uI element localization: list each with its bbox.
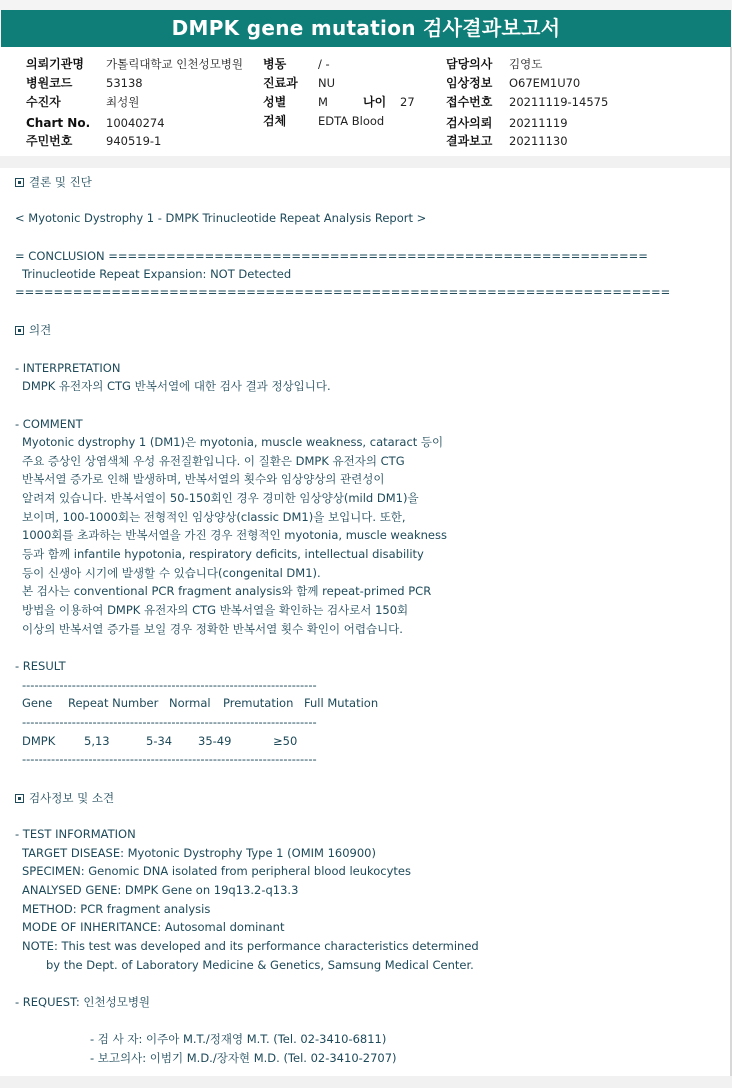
comment-line: 반복서열 증가로 인해 발생하며, 반복서열의 횟수와 임상양상의 관련성이: [22, 472, 385, 486]
conclusion-head: = CONCLUSION ========================================================: [15, 249, 648, 263]
interpretation-body: DMPK 유전자의 CTG 반복서열에 대한 검사 결과 정상입니다.: [22, 379, 331, 393]
comment-line: 알려져 있습니다. 반복서열이 50-150회인 경우 경미한 임상양상(mild DM1)을: [22, 491, 419, 505]
test-info-line: NOTE: This test was developed and its performance characteristics determined: [22, 939, 479, 953]
section-title: 결론 및 진단: [29, 175, 92, 189]
age-label: 나이: [363, 95, 387, 109]
section-square-icon: [15, 178, 24, 187]
comment-line: 방법을 이용하여 DMPK 유전자의 CTG 반복서열을 확인하는 검사로서 150회: [22, 603, 409, 617]
age-value: 27: [400, 95, 415, 109]
comment-line: 본 검사는 conventional PCR fragment analysis와 함께 repeat-primed PCR: [22, 584, 432, 598]
specimen-value: EDTA Blood: [318, 114, 385, 128]
dept-label: 진료과: [263, 76, 298, 90]
report-title: DMPK gene mutation 검사결과보고서: [1, 10, 731, 47]
recipient-label: 수진자: [26, 95, 61, 109]
comment-line: 이상의 반복서열 증가를 보일 경우 정확한 반복서열 횟수 확인이 어렵습니다.: [22, 622, 403, 636]
conclusion-body: Trinucleotide Repeat Expansion: NOT Detected: [22, 267, 292, 281]
receipt-value: 20211119-14575: [509, 95, 609, 109]
section-testinfo-heading: [15, 790, 114, 806]
sex-label: 성별: [263, 95, 287, 109]
result-head: - RESULT: [15, 659, 66, 673]
rrn-label: 주민번호: [26, 134, 73, 148]
section-square-icon: [15, 326, 24, 335]
rrn-value: 940519-1: [106, 134, 162, 148]
section-opinion-heading: [15, 322, 51, 338]
test-info-line: METHOD: PCR fragment analysis: [22, 902, 211, 916]
comment-line: 주요 증상인 상염색체 우성 유전질환입니다. 이 질환은 DMPK 유전자의 CTG: [22, 454, 405, 468]
header-separator: [0, 156, 732, 168]
doctor-value: 김영도: [509, 57, 543, 71]
hospital-code-label: 병원코드: [26, 76, 73, 90]
test-info-line: MODE OF INHERITANCE: Autosomal dominant: [22, 920, 285, 934]
comment-line: Myotonic dystrophy 1 (DM1)은 myotonia, muscle weakness, cataract 등이: [22, 435, 444, 449]
hospital-code-value: 53138: [106, 76, 143, 90]
table-cell-normal: 5-34: [146, 734, 173, 748]
table-header-gene: Gene: [22, 696, 53, 710]
test-info-line: by the Dept. of Laboratory Medicine & Genetics, Samsung Medical Center.: [46, 958, 474, 972]
table-rule: -----------------------------------------------------------------------: [22, 678, 317, 692]
dept-value: NU: [318, 76, 336, 90]
request-line: - REQUEST: 인천성모병원: [15, 995, 151, 1009]
table-header-normal: Normal: [169, 696, 211, 710]
table-rule: -----------------------------------------------------------------------: [22, 752, 317, 766]
comment-head: - COMMENT: [15, 417, 83, 431]
comment-line: 1000회를 초과하는 반복서열을 가진 경우 전형적인 myotonia, muscle weakness: [22, 528, 447, 542]
report-subtitle: < Myotonic Dystrophy 1 - DMPK Trinucleotide Repeat Analysis Report >: [15, 211, 427, 225]
window-top-strip: [0, 0, 732, 10]
section-title: 검사정보 및 소견: [29, 791, 115, 805]
doctor-label: 담당의사: [446, 57, 493, 71]
tester-line: - 검 사 자: 이주아 M.T./정재영 M.T. (Tel. 02-3410-6811): [90, 1032, 387, 1046]
sex-value: M: [318, 95, 328, 109]
conclusion-rule: ====================================================================: [15, 285, 671, 299]
specimen-label: 검체: [263, 114, 287, 128]
clinical-info-value: O67EM1U70: [509, 76, 581, 90]
comment-line: 보이며, 100-1000회는 전형적인 임상양상(classic DM1)을 보입니다. 또한,: [22, 510, 406, 524]
table-header-full-mutation: Full Mutation: [304, 696, 379, 710]
reporter-line: - 보고의사: 이범기 M.D./장자현 M.D. (Tel. 02-3410-2707): [90, 1051, 397, 1065]
ward-value: / -: [318, 57, 330, 71]
test-info-head: - TEST INFORMATION: [15, 827, 136, 841]
clinical-info-label: 임상정보: [446, 76, 493, 90]
comment-line: 등이 신생아 시기에 발생할 수 있습니다(congenital DM1).: [22, 566, 321, 580]
report-body: [0, 168, 732, 1076]
table-rule: -----------------------------------------------------------------------: [22, 715, 317, 729]
institution-label: 의뢰기관명: [26, 57, 84, 71]
test-info-line: SPECIMEN: Genomic DNA isolated from peripheral blood leukocytes: [22, 864, 411, 878]
test-info-line: TARGET DISEASE: Myotonic Dystrophy Type 1 (OMIM 160900): [22, 846, 376, 860]
section-title: 의견: [29, 323, 52, 337]
table-cell-premutation: 35-49: [198, 734, 232, 748]
test-info-line: ANALYSED GENE: DMPK Gene on 19q13.2-q13.3: [22, 883, 299, 897]
comment-line: 등과 함께 infantile hypotonia, respiratory deficits, intellectual disability: [22, 547, 424, 561]
bottom-strip: [0, 1076, 732, 1088]
recipient-value: 최성원: [106, 95, 140, 109]
report-date-label: 결과보고: [446, 134, 493, 148]
interpretation-head: - INTERPRETATION: [15, 361, 121, 375]
section-square-icon: [15, 794, 24, 803]
institution-value: 가톨릭대학교 인천성모병원: [106, 57, 243, 71]
ward-label: 병동: [263, 57, 287, 71]
chart-no-label: Chart No.: [26, 116, 91, 130]
table-cell-full-mutation: ≥50: [273, 734, 298, 748]
table-header-premutation: Premutation: [223, 696, 294, 710]
request-date-label: 검사의뢰: [446, 116, 493, 130]
table-cell-gene: DMPK: [22, 734, 56, 748]
table-cell-repeat: 5,13: [84, 734, 110, 748]
receipt-label: 접수번호: [446, 95, 493, 109]
report-date-value: 20211130: [509, 134, 568, 148]
request-date-value: 20211119: [509, 116, 568, 130]
section-conclusion-heading: [15, 174, 92, 190]
chart-no-value: 10040274: [106, 116, 165, 130]
table-header-repeat: Repeat Number: [68, 696, 159, 710]
